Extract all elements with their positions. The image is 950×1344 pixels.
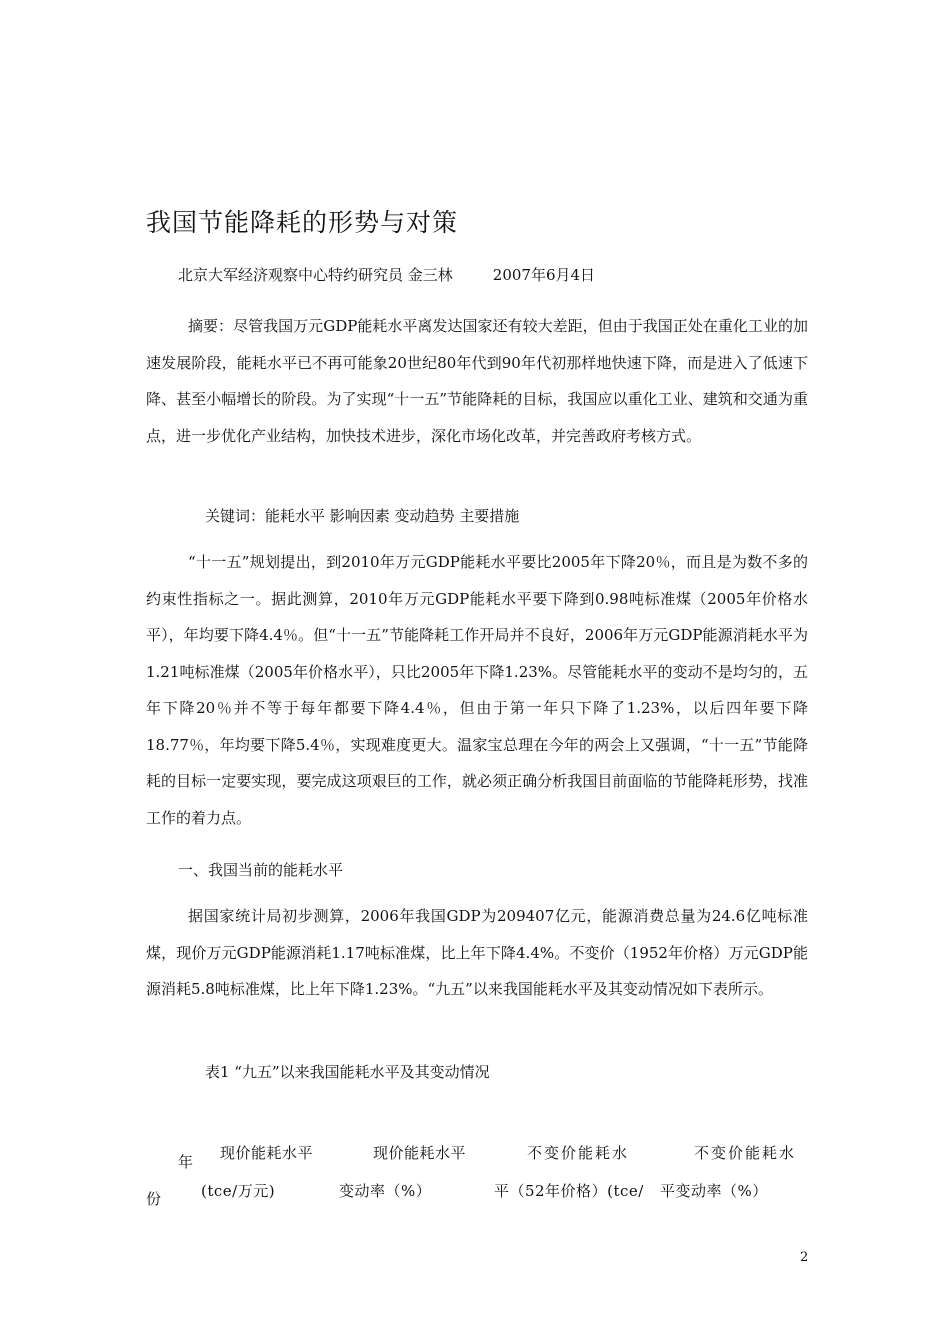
page-title: 我国节能降耗的形势与对策 [146,207,459,237]
table-header-year-1: 年 [178,1153,194,1171]
table-header-col1-line2: (tce/万元) [201,1182,276,1200]
publish-date: 2007年6月4日 [492,266,596,284]
table-header-year-2: 份 [146,1190,162,1208]
table-header-col1-line1: 现价能耗水平 [220,1144,314,1162]
author-line: 北京大军经济观察中心特约研究员 金三林 [178,266,453,284]
keywords-line: 关键词：能耗水平 影响因素 变动趋势 主要措施 [205,507,520,525]
section-heading: 一、我国当前的能耗水平 [178,861,344,879]
table-header-col3-line2: 平（52年价格）(tce/ [494,1182,644,1200]
intro-paragraph: “十一五”规划提出，到2010年万元GDP能耗水平要比2005年下降20％，而且是为数不多的约束性指标之一。据此测算，2010年万元GDP能耗水平要下降到0.98吨标准煤（2005年价格水平），年均要下降4.4％。但“十一五”节能降耗工作开局并不良好，2006年万元GDP能源消耗水平为1.21吨标准煤（2005年价格水平），只比2005年下降1.23%。尽管能耗水平的变动不是均匀的，五年下降20％并不等于每年都要下降4.4％，但由于第一年只下降了1.23%，以后四年要下降18.77％，年均要下降5.4％，实现难度更大。温家宝总理在今年的两会上又强调，“十一五”节能降耗的目标一定要实现，要完成这项艰巨的工作，就必须正确分析我国目前面临的节能降耗形势，找准工作的着力点。 [146,553,808,827]
section-paragraph: 据国家统计局初步测算，2006年我国GDP为209407亿元，能源消费总量为24.6亿吨标准煤，现价万元GDP能源消耗1.17吨标准煤，比上年下降4.4%。不变价（1952年价格）万元GDP能源消耗5.8吨标准煤，比上年下降1.23%。“九五”以来我国能耗水平及其变动情况如下表所示。 [146,907,808,998]
table-header-col3-line1: 不变价能耗水 [527,1144,630,1162]
byline [178,264,595,285]
page-number: 2 [800,1250,809,1265]
table-header-col2-line2: 变动率（%） [339,1182,432,1200]
abstract-paragraph: 摘要：尽管我国万元GDP能耗水平离发达国家还有较大差距，但由于我国正处在重化工业的加速发展阶段，能耗水平已不再可能象20世纪80年代到90年代初那样地快速下降，而是进入了低速下降、甚至小幅增长的阶段。为了实现“十一五”节能降耗的目标，我国应以重化工业、建筑和交通为重点，进一步优化产业结构，加快技术进步，深化市场化改革，并完善政府考核方式。 [146,317,808,445]
table-caption: 表1 “九五”以来我国能耗水平及其变动情况 [205,1063,490,1081]
table-header-col2-line1: 现价能耗水平 [373,1144,467,1162]
table-header-col4-line1: 不变价能耗水 [694,1144,797,1162]
table-header-col4-line2: 平变动率（%） [660,1182,768,1200]
